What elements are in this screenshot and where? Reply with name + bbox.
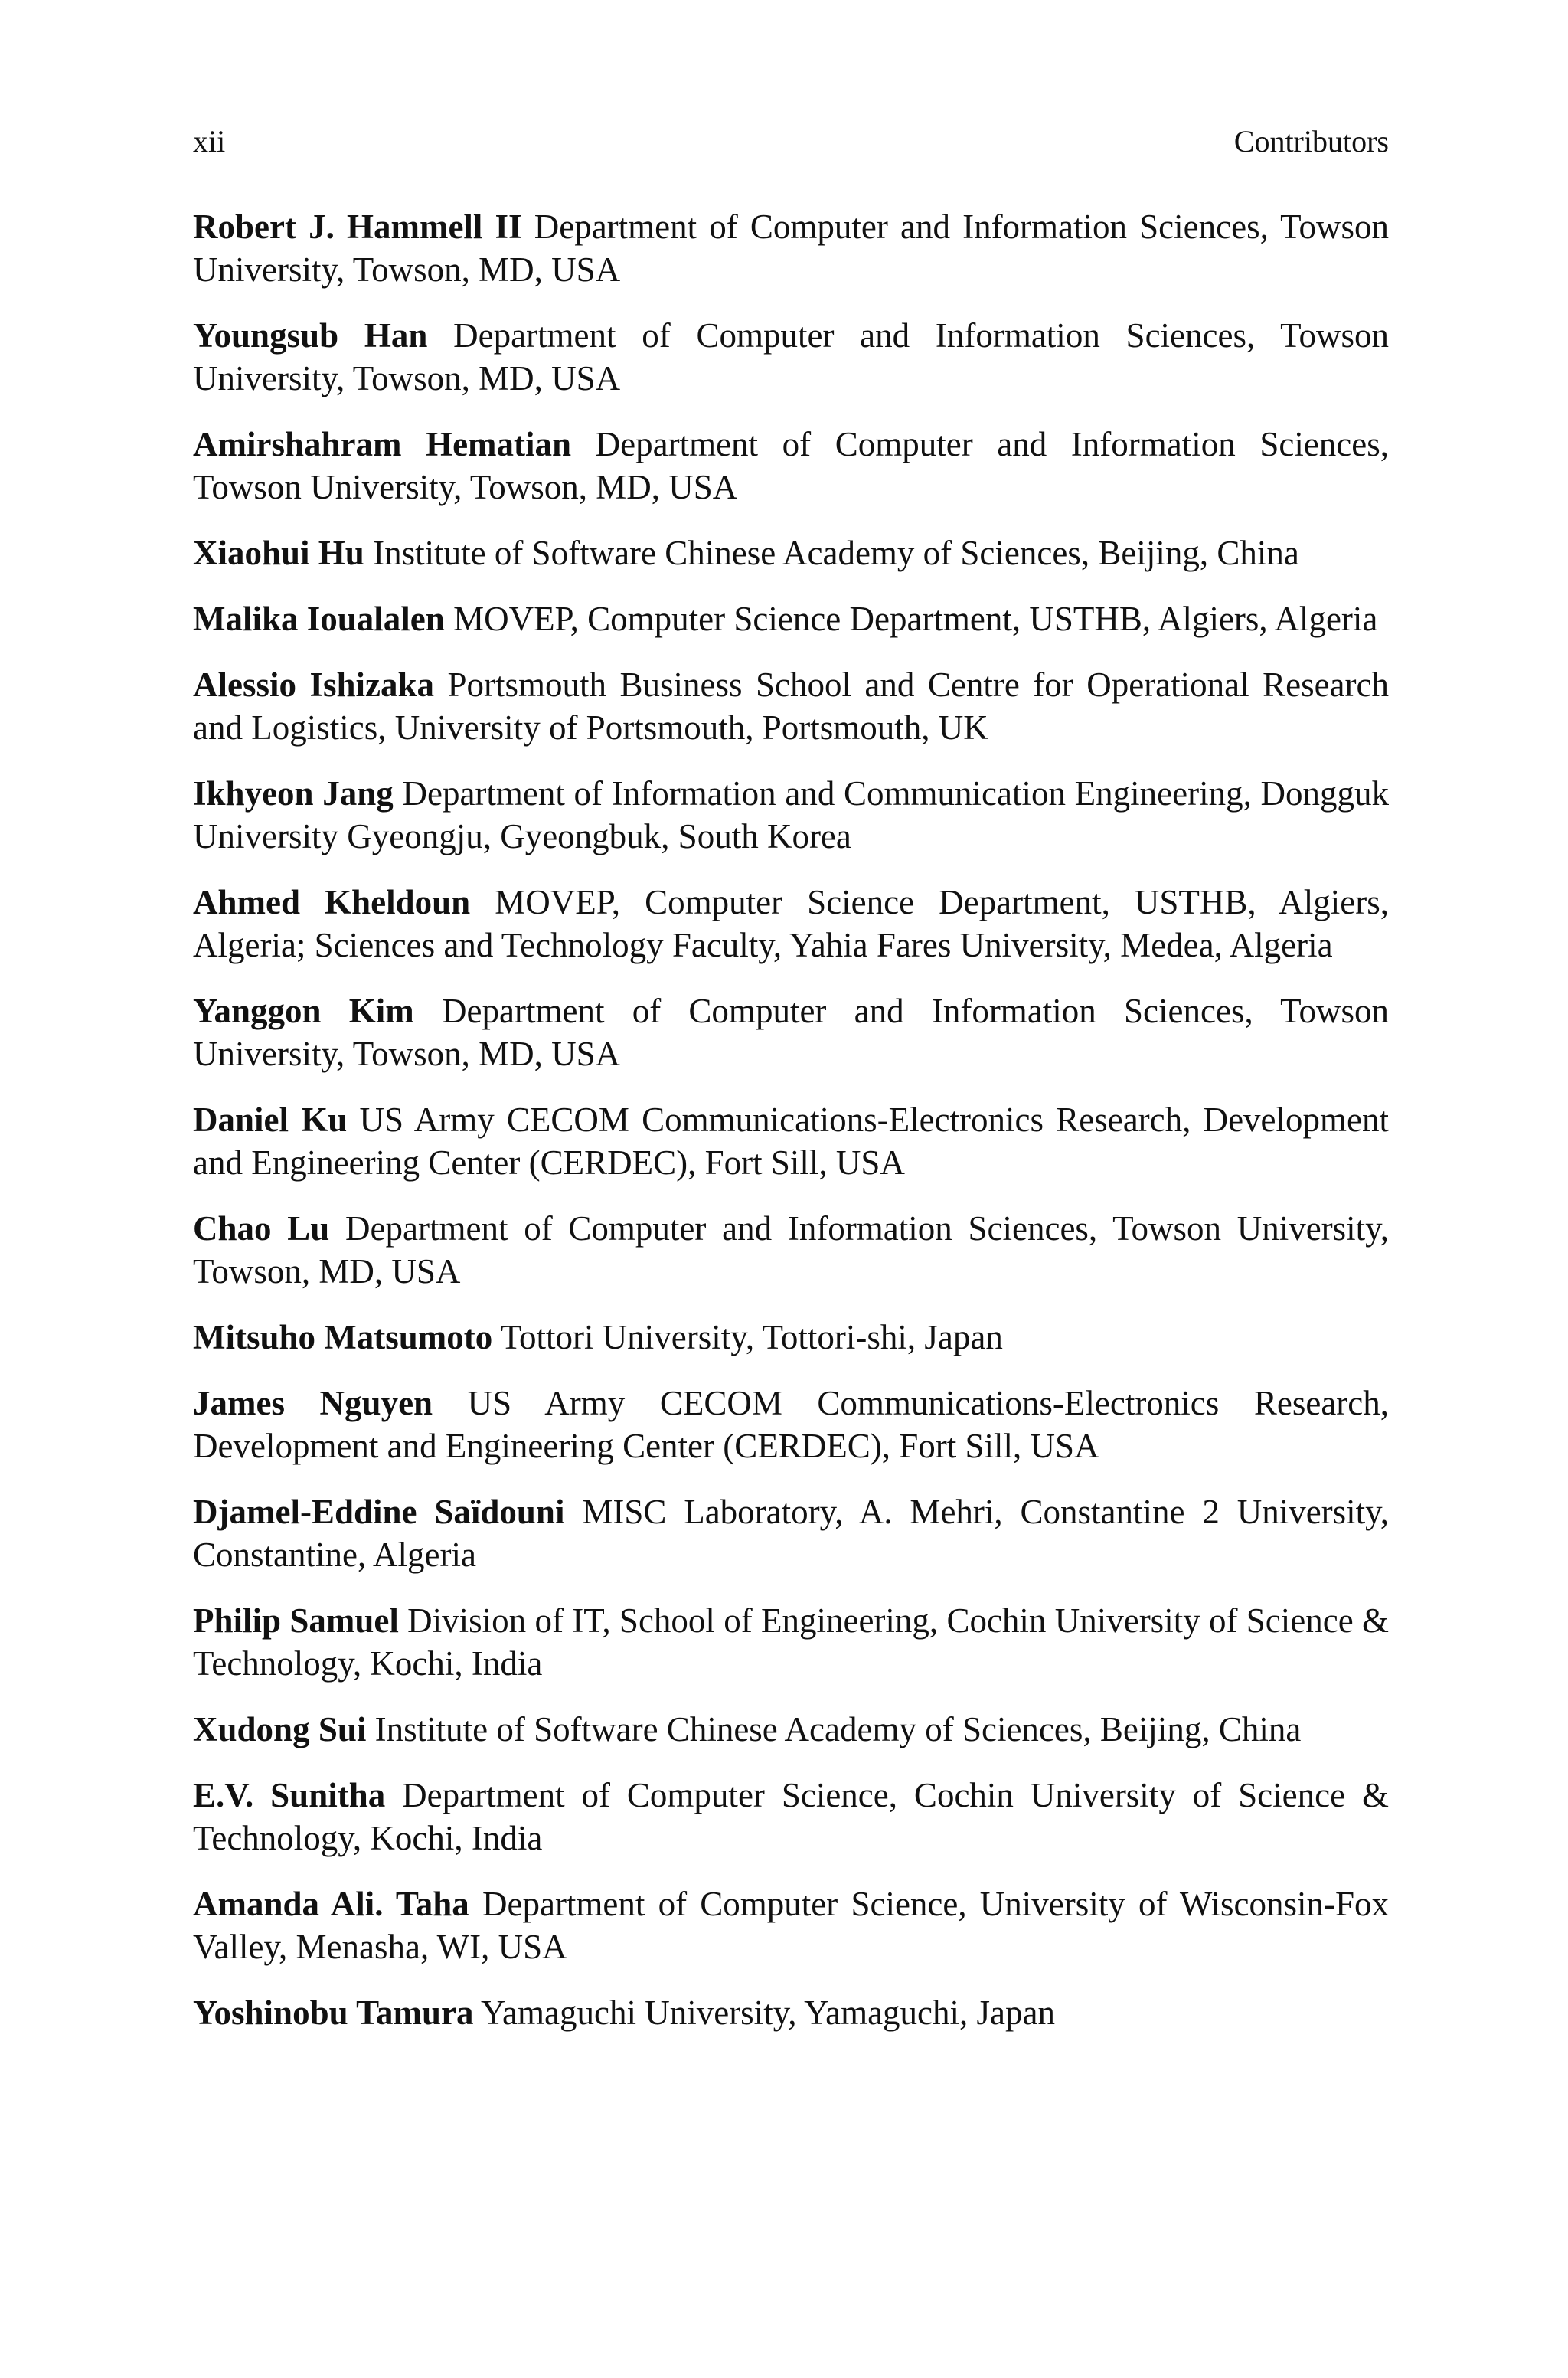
contributor-entry xyxy=(193,1098,1389,1184)
contributor-entry xyxy=(193,663,1389,749)
contributor-name: Alessio Ishizaka xyxy=(193,666,435,704)
contributor-name: Daniel Ku xyxy=(193,1101,348,1139)
contributor-affiliation: MOVEP, Computer Science Department, USTHB, Algiers, Algeria; Sciences and Technology Faculty, Yahia Fares University, Medea, Algeria xyxy=(193,883,1389,964)
contributor-list xyxy=(193,205,1389,2057)
contributor-name: Robert J. Hammell II xyxy=(193,208,522,246)
contributor-entry xyxy=(193,772,1389,858)
contributor-name: James Nguyen xyxy=(193,1384,433,1422)
contributor-entry xyxy=(193,314,1389,400)
contributor-affiliation: Department of Computer Science, Cochin University of Science & Technology, Kochi, India xyxy=(193,1776,1390,1857)
contributor-affiliation: US Army CECOM Communications-Electronics Research, Development and Engineering Center (CERDEC), Fort Sill, USA xyxy=(193,1101,1390,1182)
contributor-entry xyxy=(193,1207,1389,1293)
contributor-entry xyxy=(193,532,1389,574)
contributor-name: Ahmed Kheldoun xyxy=(193,883,471,921)
section-title: Contributors xyxy=(1233,124,1389,159)
contributor-name: Youngsub Han xyxy=(193,316,428,355)
contributor-name: E.V. Sunitha xyxy=(193,1776,386,1814)
contributor-affiliation: Department of Computer and Information Sciences, Towson University, Towson, MD, USA xyxy=(193,425,1390,506)
contributor-name: Xudong Sui xyxy=(193,1710,367,1748)
contributor-entry xyxy=(193,1316,1389,1359)
contributor-entry xyxy=(193,1382,1389,1467)
contributor-name: Philip Samuel xyxy=(193,1601,399,1640)
contributor-affiliation: Division of IT, School of Engineering, Cochin University of Science & Technology, Kochi, India xyxy=(193,1601,1389,1683)
contributor-entry xyxy=(193,423,1389,509)
contributor-name: Chao Lu xyxy=(193,1209,330,1248)
contributor-name: Ikhyeon Jang xyxy=(193,774,394,813)
contributor-affiliation: Institute of Software Chinese Academy of Sciences, Beijing, China xyxy=(373,534,1299,572)
contributor-affiliation: MISC Laboratory, A. Mehri, Constantine 2 University, Constantine, Algeria xyxy=(193,1493,1389,1574)
contributor-affiliation: Institute of Software Chinese Academy of Sciences, Beijing, China xyxy=(374,1710,1302,1748)
contributor-name: Xiaohui Hu xyxy=(193,534,364,572)
contributor-affiliation: Department of Computer and Information Sciences, Towson University, Towson, MD, USA xyxy=(193,316,1389,397)
contributor-entry xyxy=(193,881,1389,967)
contributor-affiliation: Department of Information and Communication Engineering, Dongguk University Gyeongju, Gyeongbuk, South Korea xyxy=(193,774,1390,855)
contributor-entry xyxy=(193,205,1389,291)
contributor-name: Amanda Ali. Taha xyxy=(193,1885,469,1923)
contributor-entry xyxy=(193,989,1389,1075)
contributor-entry xyxy=(193,1599,1389,1685)
contributor-name: Yanggon Kim xyxy=(193,992,414,1030)
contributor-name: Amirshahram Hematian xyxy=(193,425,572,463)
contributor-name: Mitsuho Matsumoto xyxy=(193,1318,493,1356)
contributor-name: Djamel-Eddine Saïdouni xyxy=(193,1493,565,1531)
contributor-entry xyxy=(193,597,1389,640)
contributor-entry xyxy=(193,1774,1389,1860)
contributor-name: Malika Ioualalen xyxy=(193,600,445,638)
contributor-affiliation: Tottori University, Tottori-shi, Japan xyxy=(500,1318,1003,1356)
contributor-entry xyxy=(193,1708,1389,1751)
contributor-affiliation: Yamaguchi University, Yamaguchi, Japan xyxy=(481,1994,1055,2032)
contributor-affiliation: Department of Computer and Information Sciences, Towson University, Towson, MD, USA xyxy=(193,208,1390,289)
contributor-affiliation: US Army CECOM Communications-Electronics Research, Development and Engineering Center (CERDEC), Fort Sill, USA xyxy=(193,1384,1390,1465)
contributor-entry xyxy=(193,1882,1389,1968)
page-number: xii xyxy=(193,124,226,159)
contributor-name: Yoshinobu Tamura xyxy=(193,1994,474,2032)
contributor-affiliation: MOVEP, Computer Science Department, USTHB, Algiers, Algeria xyxy=(453,600,1378,638)
running-head xyxy=(193,123,1389,161)
contributor-affiliation: Department of Computer and Information Sciences, Towson University, Towson, MD, USA xyxy=(193,992,1389,1073)
contributor-affiliation: Department of Computer Science, University of Wisconsin-Fox Valley, Menasha, WI, USA xyxy=(193,1885,1390,1966)
contributor-affiliation: Portsmouth Business School and Centre for Operational Research and Logistics, University of Portsmouth, Portsmouth, UK xyxy=(193,666,1389,747)
contributor-affiliation: Department of Computer and Information Sciences, Towson University, Towson, MD, USA xyxy=(193,1209,1389,1290)
contributor-entry xyxy=(193,1490,1389,1576)
contributor-entry xyxy=(193,1991,1389,2034)
